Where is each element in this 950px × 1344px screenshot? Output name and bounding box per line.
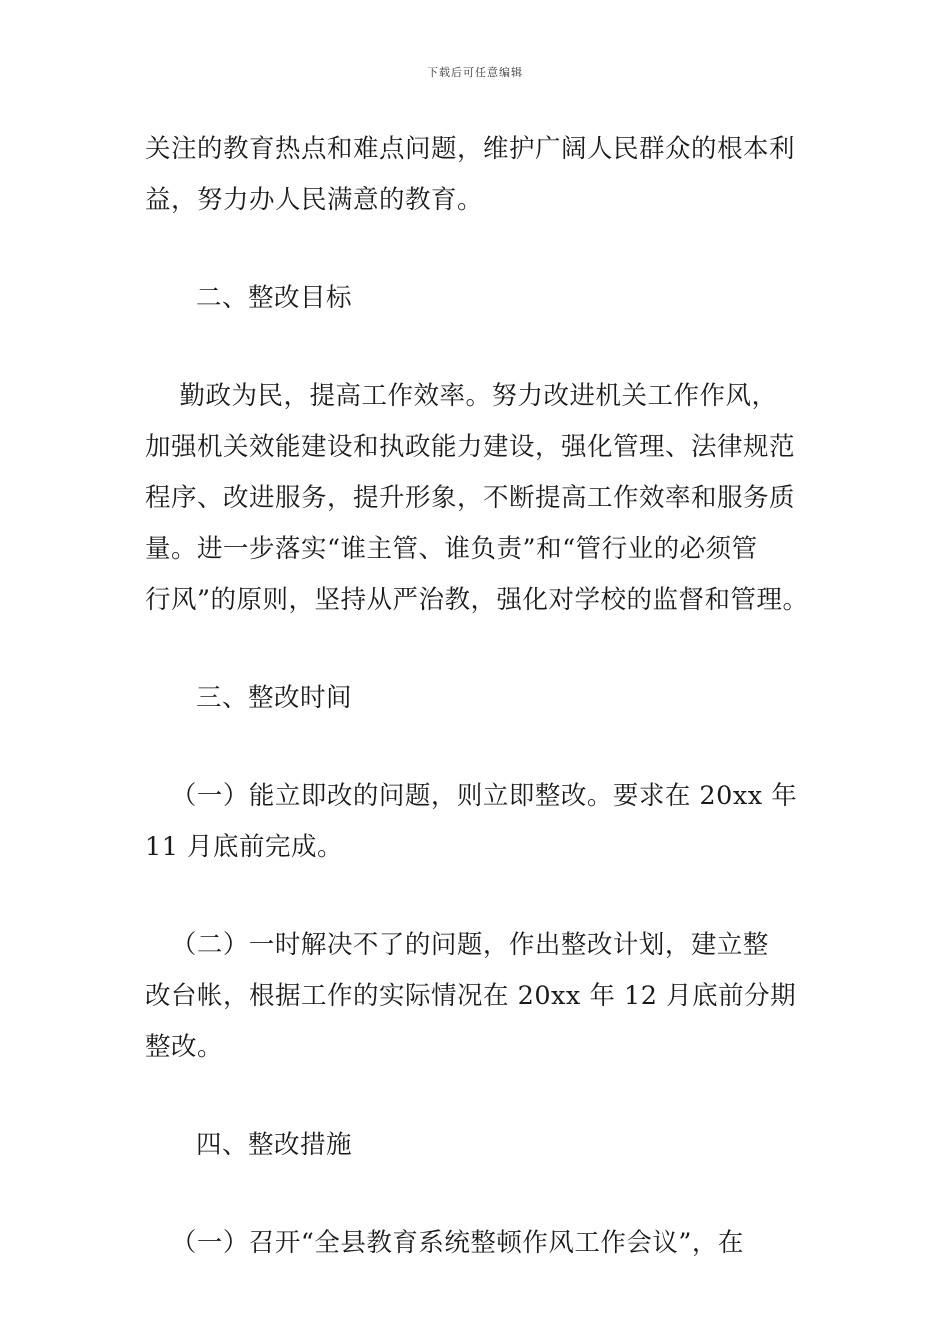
text-line: （一）召开“全县教育系统整顿作风工作会议”，在 — [145, 1228, 744, 1258]
text-line: 关注的教育热点和难点问题，维护广阔人民群众的根本利 — [145, 134, 796, 164]
paragraph-goals — [145, 371, 817, 626]
text-line: （二）一时解决不了的问题，作出整改计划，建立整 — [145, 930, 769, 960]
text-line: 量。进一步落实“谁主管、谁负责”和“管行业的必须管 — [145, 534, 758, 564]
text-line: 勤政为民，提高工作效率。努力改进机关工作作风， — [145, 381, 778, 411]
page-header-note: 下载后可任意编辑 — [427, 66, 523, 79]
text-line: 益，努力办人民满意的教育。 — [145, 185, 484, 215]
document-body — [145, 124, 817, 1269]
paragraph-measures-1 — [145, 1218, 817, 1269]
text-line: 程序、改进服务，提升形象，不断提高工作效率和服务质 — [145, 483, 796, 513]
section-heading-measures: 四、整改措施 — [196, 1130, 353, 1160]
paragraph-timeline-2 — [145, 920, 817, 1073]
section-heading-timeline: 三、整改时间 — [196, 683, 353, 713]
text-line: 加强机关效能建设和执政能力建设，强化管理、法律规范 — [145, 432, 796, 462]
text-line: 行风”的原则，坚持从严治教，强化对学校的监督和管理。 — [145, 585, 809, 615]
text-line: （一）能立即改的问题，则立即整改。要求在 20xx 年 — [145, 781, 798, 811]
text-line: 改台帐，根据工作的实际情况在 20xx 年 12 月底前分期整改。 — [145, 981, 797, 1062]
paragraph-timeline-1 — [145, 771, 817, 873]
paragraph-intro — [145, 124, 817, 226]
section-heading-goals: 二、整改目标 — [196, 283, 353, 313]
text-line: 11 月底前完成。 — [145, 832, 344, 862]
